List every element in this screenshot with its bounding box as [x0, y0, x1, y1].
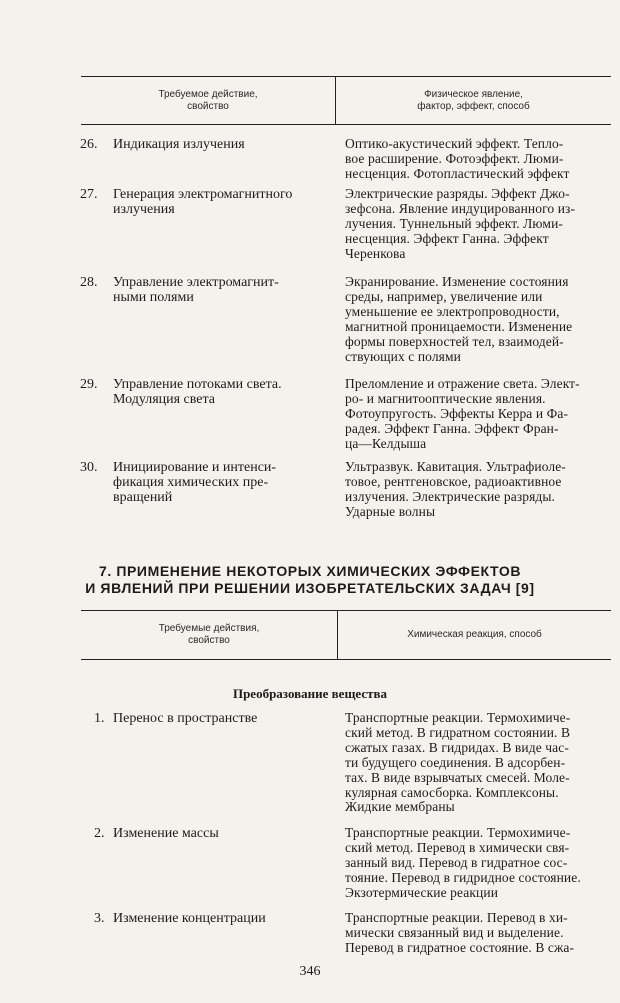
row-effect: Транспортные реакции. Термохимиче- ский метод. В гидратном состоянии. В сжатых газах. В гидридах. В виде час- ти будущего соединения. В адсорбен- тах. В виде взрывчатых смесей. Моле- кулярная самосборка. Комплексоны. Жидкие мембраны [345, 710, 571, 815]
row-effect: Ультразвук. Кавитация. Ультрафиоле- товое, рентгеновское, радиоактивное излучения. Электрические разряды. Ударные волны [345, 459, 566, 519]
row-effect: Электрические разряды. Эффект Джо- зефсона. Явление индуцированного из- лучения. Туннельный эффект. Люми- несценция. Эффект Ганна. Эффект Черенкова [345, 186, 576, 261]
table1-header-left: Требуемое действие, свойство [81, 77, 336, 124]
row-effect: Оптико-акустический эффект. Тепло- вое расширение. Фотоэффект. Люми- несценция. Фотопластический эффект [345, 136, 570, 181]
row-effect: Преломление и отражение света. Элект- ро- и магнитооптические явления. Фотоупругость. Эффекты Керра и Фа- радея. Эффект Ганна. Эффект Фран- ца—Келдыша [345, 376, 580, 451]
row-effect: Экранирование. Изменение состояния среды, например, увеличение или уменьшение ее электропроводности, магнитной проницаемости. Изменение формы поверхностей тел, взаимодей- ствующих с полями [345, 274, 573, 364]
row-number: 3. [94, 911, 105, 926]
row-action: Инициирование и интенси- фикация химических пре- вращений [113, 460, 277, 505]
table1-header-right: Физическое явление, фактор, эффект, способ [417, 88, 530, 112]
row-number: 27. [80, 187, 98, 202]
row-action: Управление электромагнит- ными полями [113, 275, 279, 305]
row-action: Генерация электромагнитного излучения [113, 187, 293, 217]
row-number: 30. [80, 460, 98, 475]
row-number: 29. [80, 377, 98, 392]
section-title-line2: И ЯВЛЕНИЙ ПРИ РЕШЕНИИ ИЗОБРЕТАТЕЛЬСКИХ ЗАДАЧ [9] [85, 580, 535, 596]
table2-header-right: Химическая реакция, способ [407, 629, 542, 640]
table1-header [81, 76, 611, 125]
page-number: 346 [299, 964, 321, 979]
subsection-title: Преобразование вещества [232, 686, 388, 701]
table2-header-left: Требуемые действия, свойство [81, 611, 338, 659]
row-action: Индикация излучения [113, 137, 245, 152]
row-action: Изменение массы [113, 826, 219, 841]
row-number: 26. [80, 137, 98, 152]
row-number: 1. [94, 711, 105, 726]
row-action: Управление потоками света. Модуляция света [113, 377, 282, 407]
row-action: Перенос в пространстве [113, 711, 258, 726]
row-number: 2. [94, 826, 105, 841]
row-action: Изменение концентрации [113, 911, 266, 926]
row-number: 28. [80, 275, 98, 290]
row-effect: Транспортные реакции. Перевод в хи- мически связанный вид и выделение. Перевод в гидратное состояние. В сжа- [345, 910, 575, 955]
section-title-line1: 7. ПРИМЕНЕНИЕ НЕКОТОРЫХ ХИМИЧЕСКИХ ЭФФЕКТОВ [98, 563, 522, 579]
table2-header [81, 610, 611, 660]
row-effect: Транспортные реакции. Термохимиче- ский метод. Перевод в химически свя- занный вид. Перевод в гидратное сос- тояние. Перевод в гидридное состояние. Экзотермические реакции [345, 825, 581, 900]
